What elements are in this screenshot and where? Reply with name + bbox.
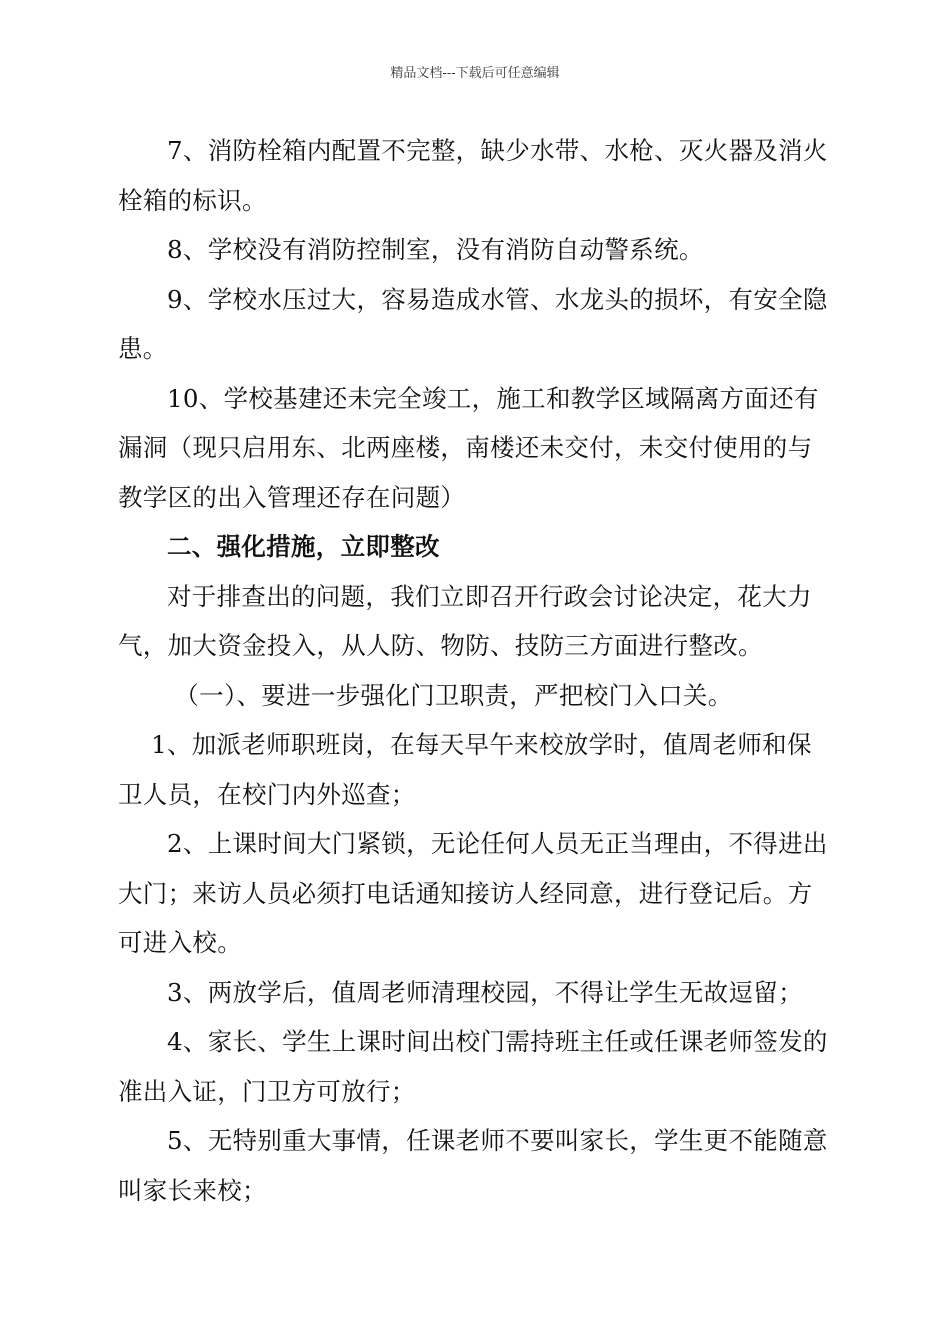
- list-item-5: 5、无特别重大事情，任课老师不要叫家长，学生更不能随意叫家长来校；: [118, 1126, 828, 1205]
- paragraph-item-10: 10、学校基建还未完全竣工，施工和教学区域隔离方面还有漏洞（现只启用东、北两座楼，南楼还未交付，未交付使用的与教学区的出入管理还存在问题）: [118, 383, 819, 512]
- paragraph-item-9: 9、学校水压过大，容易造成水管、水龙头的损坏，有安全隐患。: [118, 284, 828, 363]
- paragraph-intro: 对于排查出的问题，我们立即召开行政会讨论决定，花大力气，加大资金投入，从人防、物防、技防三方面进行整改。: [118, 581, 812, 660]
- subsection-heading: （一）、要进一步强化门卫职责，严把校门入口关。: [174, 680, 733, 710]
- document-body: [118, 126, 834, 1215]
- page-header: 精品文档---下载后可任意编辑: [390, 66, 560, 81]
- list-item-3: 3、两放学后，值周老师清理校园，不得让学生无故逗留；: [167, 977, 803, 1007]
- paragraph-item-7: 7、消防栓箱内配置不完整，缺少水带、水枪、灭火器及消火栓箱的标识。: [118, 136, 828, 215]
- list-item-1: 1、加派老师职班岗，在每天早午来校放学时，值周老师和保卫人员，在校门内外巡查；: [118, 730, 812, 809]
- list-item-4: 4、家长、学生上课时间出校门需持班主任或任课老师签发的准出入证，门卫方可放行；: [118, 1027, 828, 1106]
- list-item-2: 2、上课时间大门紧锁，无论任何人员无正当理由，不得进出大门；来访人员必须打电话通知接访人经同意，进行登记后。方可进入校。: [118, 829, 828, 957]
- paragraph-item-8: 8、学校没有消防控制室，没有消防自动警系统。: [167, 235, 704, 264]
- section-heading: 二、强化措施，立即整改: [167, 532, 440, 561]
